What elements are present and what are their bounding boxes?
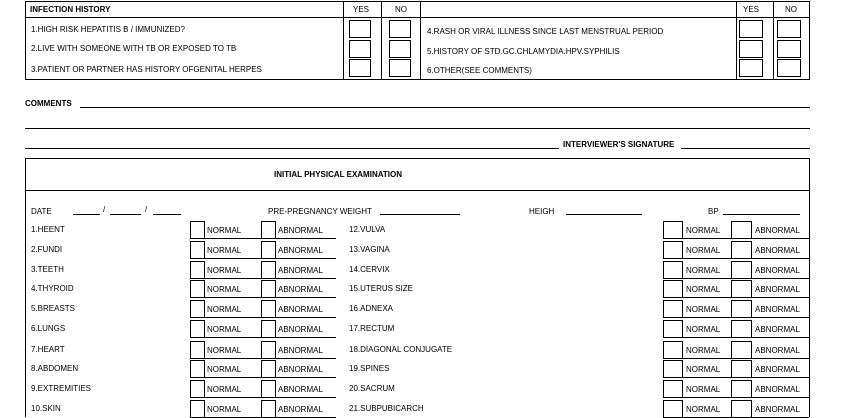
rule [205,297,261,298]
rule [683,297,731,298]
date-year-field[interactable] [153,214,181,215]
abnormal-label: ABNORMAL [755,266,800,275]
rule [343,1,344,80]
infection-question: 5.HISTORY OF STD.GC.CHLAMYDIA.HPV.SYPHILIS [427,47,620,56]
comments-line[interactable] [25,128,810,129]
rule [773,1,774,80]
normal-label: NORMAL [207,285,242,294]
yes-checkbox[interactable] [739,59,763,77]
normal-label: NORMAL [207,246,242,255]
rule [809,1,810,80]
normal-label: NORMAL [207,226,242,235]
abnormal-label: ABNORMAL [755,325,800,334]
abnormal-label: ABNORMAL [755,285,800,294]
rule [25,1,810,2]
abnormal-label: ABNORMAL [755,246,800,255]
abnormal-checkbox[interactable] [261,380,276,398]
normal-label: NORMAL [686,266,721,275]
interviewer-signature-label: INTERVIEWER'S SIGNATURE [563,140,675,149]
rule [276,358,336,359]
infection-question: 4.RASH OR VIRAL ILLNESS SINCE LAST MENSTRUAL PERIOD [427,27,664,36]
normal-label: NORMAL [207,305,242,314]
normal-label: NORMAL [686,305,721,314]
rule [276,238,336,239]
no-checkbox[interactable] [389,20,411,38]
normal-checkbox[interactable] [663,241,683,259]
exam-item-label: 19.SPINES [349,364,390,373]
infection-question: 3.PATIENT OR PARTNER HAS HISTORY OFGENITAL HERPES [31,65,262,74]
yes-header: YES [353,5,370,14]
normal-label: NORMAL [686,346,721,355]
signature-field[interactable] [681,148,810,149]
exam-item-label: 1.HEENT [31,225,65,234]
comments-line[interactable] [80,107,810,108]
abnormal-label: ABNORMAL [755,346,800,355]
rule [205,358,261,359]
rule [276,397,336,398]
normal-checkbox[interactable] [190,341,205,359]
infection-question: 2.LIVE WITH SOMEONE WITH TB OR EXPOSED TO TB [31,44,237,53]
abnormal-checkbox[interactable] [261,341,276,359]
rule [683,317,731,318]
rule [276,278,336,279]
exam-item-label: 21.SUBPUBICARCH [349,404,424,413]
no-checkbox[interactable] [389,40,411,58]
rule [205,238,261,239]
no-checkbox[interactable] [777,20,801,38]
abnormal-checkbox[interactable] [731,261,752,279]
no-checkbox[interactable] [777,40,801,58]
yes-checkbox[interactable] [349,59,371,77]
rule [752,278,809,279]
normal-label: NORMAL [207,346,242,355]
rule [276,258,336,259]
abnormal-label: ABNORMAL [755,305,800,314]
normal-label: NORMAL [207,365,242,374]
exam-item-label: 7.HEART [31,345,65,354]
exam-item-label: 16.ADNEXA [349,304,394,313]
abnormal-checkbox[interactable] [731,320,752,338]
rule [683,238,731,239]
rule [683,377,731,378]
normal-label: NORMAL [686,285,721,294]
rule [276,317,336,318]
normal-label: NORMAL [686,226,721,235]
abnormal-checkbox[interactable] [731,221,752,239]
bp-field[interactable] [723,214,800,215]
abnormal-label: ABNORMAL [278,226,323,235]
rule [205,377,261,378]
abnormal-label: ABNORMAL [278,385,323,394]
infection-question: 1.HIGH RISK HEPATITIS B / IMMUNIZED? [31,25,185,34]
rule [752,397,809,398]
rule [205,397,261,398]
rule [25,158,26,417]
abnormal-checkbox[interactable] [261,360,276,378]
date-month-field[interactable] [73,214,100,215]
abnormal-checkbox[interactable] [731,400,752,418]
rule [683,258,731,259]
abnormal-label: ABNORMAL [755,226,800,235]
rule [25,79,810,80]
normal-label: NORMAL [207,266,242,275]
normal-checkbox[interactable] [190,241,205,259]
rule [420,1,421,80]
normal-checkbox[interactable] [663,300,683,318]
rule [752,238,809,239]
normal-label: NORMAL [686,325,721,334]
exam-item-label: 9.EXTREMITIES [31,384,92,393]
abnormal-label: ABNORMAL [278,405,323,414]
normal-checkbox[interactable] [663,360,683,378]
exam-title: INITIAL PHYSICAL EXAMINATION [274,170,403,179]
abnormal-label: ABNORMAL [278,365,323,374]
exam-item-label: 8.ABDOMEN [31,364,79,373]
rule [683,397,731,398]
normal-label: NORMAL [207,385,242,394]
normal-checkbox[interactable] [190,300,205,318]
infection-question: 6.OTHER(SEE COMMENTS) [427,66,532,75]
rule [276,297,336,298]
normal-checkbox[interactable] [190,261,205,279]
date-label: DATE [31,207,52,216]
abnormal-checkbox[interactable] [261,261,276,279]
height-field[interactable] [566,214,642,215]
rule [752,358,809,359]
exam-item-label: 10.SKIN [31,404,61,413]
no-header: NO [395,5,407,14]
date-separator: / [103,205,106,214]
normal-checkbox[interactable] [663,280,683,298]
no-checkbox[interactable] [777,59,801,77]
date-day-field[interactable] [110,214,141,215]
exam-item-label: 6.LUNGS [31,324,66,333]
normal-checkbox[interactable] [190,360,205,378]
exam-item-label: 18.DIAGONAL CONJUGATE [349,345,453,354]
normal-checkbox[interactable] [190,320,205,338]
yes-checkbox[interactable] [349,20,371,38]
abnormal-checkbox[interactable] [261,241,276,259]
rule [809,158,810,417]
rule [752,297,809,298]
comments-line[interactable] [25,148,559,149]
abnormal-checkbox[interactable] [261,280,276,298]
rule [25,190,810,191]
exam-item-label: 5.BREASTS [31,304,76,313]
exam-item-label: 13.VAGINA [349,245,390,254]
rule [205,278,261,279]
weight-field[interactable] [380,214,460,215]
abnormal-label: ABNORMAL [278,305,323,314]
comments-label: COMMENTS [25,99,72,108]
normal-checkbox[interactable] [663,221,683,239]
rule [25,158,810,159]
abnormal-checkbox[interactable] [731,300,752,318]
rule [276,377,336,378]
rule [25,1,26,80]
bp-label: BP [708,207,719,216]
rule [683,358,731,359]
exam-item-label: 17.RECTUM [349,324,395,333]
normal-label: NORMAL [686,385,721,394]
no-checkbox[interactable] [389,59,411,77]
abnormal-checkbox[interactable] [261,221,276,239]
normal-checkbox[interactable] [663,320,683,338]
exam-item-label: 15.UTERUS SIZE [349,284,414,293]
rule [25,17,810,18]
exam-item-label: 14.CERVIX [349,265,390,274]
yes-header: YES [743,5,760,14]
exam-item-label: 4.THYROID [31,284,74,293]
abnormal-checkbox[interactable] [261,300,276,318]
abnormal-checkbox[interactable] [261,320,276,338]
rule [683,278,731,279]
abnormal-checkbox[interactable] [731,360,752,378]
abnormal-label: ABNORMAL [755,405,800,414]
yes-checkbox[interactable] [349,40,371,58]
rule [205,258,261,259]
rule [276,337,336,338]
rule [736,1,737,80]
rule [683,337,731,338]
normal-checkbox[interactable] [190,280,205,298]
abnormal-checkbox[interactable] [731,341,752,359]
weight-label: PRE-PREGNANCY WEIGHT [268,207,372,216]
abnormal-checkbox[interactable] [261,400,276,418]
abnormal-label: ABNORMAL [755,385,800,394]
rule [752,317,809,318]
rule [752,337,809,338]
exam-item-label: 20.SACRUM [349,384,395,393]
normal-checkbox[interactable] [663,380,683,398]
normal-label: NORMAL [686,365,721,374]
abnormal-label: ABNORMAL [278,346,323,355]
rule [381,1,382,80]
yes-checkbox[interactable] [739,20,763,38]
abnormal-label: ABNORMAL [278,266,323,275]
height-label: HEIGH [529,207,555,216]
normal-label: NORMAL [207,325,242,334]
normal-checkbox[interactable] [663,400,683,418]
normal-checkbox[interactable] [190,400,205,418]
rule [205,337,261,338]
abnormal-checkbox[interactable] [731,241,752,259]
normal-checkbox[interactable] [663,341,683,359]
normal-checkbox[interactable] [663,261,683,279]
abnormal-checkbox[interactable] [731,380,752,398]
infection-history-title: INFECTION HISTORY [30,5,111,14]
exam-item-label: 2.FUNDI [31,245,63,254]
abnormal-checkbox[interactable] [731,280,752,298]
abnormal-label: ABNORMAL [755,365,800,374]
normal-label: NORMAL [686,405,721,414]
exam-item-label: 3.TEETH [31,265,64,274]
rule [752,258,809,259]
normal-checkbox[interactable] [190,221,205,239]
abnormal-label: ABNORMAL [278,285,323,294]
normal-label: NORMAL [686,246,721,255]
rule [752,377,809,378]
normal-checkbox[interactable] [190,380,205,398]
normal-label: NORMAL [207,405,242,414]
rule [205,317,261,318]
date-separator: / [145,205,148,214]
yes-checkbox[interactable] [739,40,763,58]
exam-item-label: 12.VULVA [349,225,386,234]
no-header: NO [785,5,797,14]
abnormal-label: ABNORMAL [278,246,323,255]
abnormal-label: ABNORMAL [278,325,323,334]
